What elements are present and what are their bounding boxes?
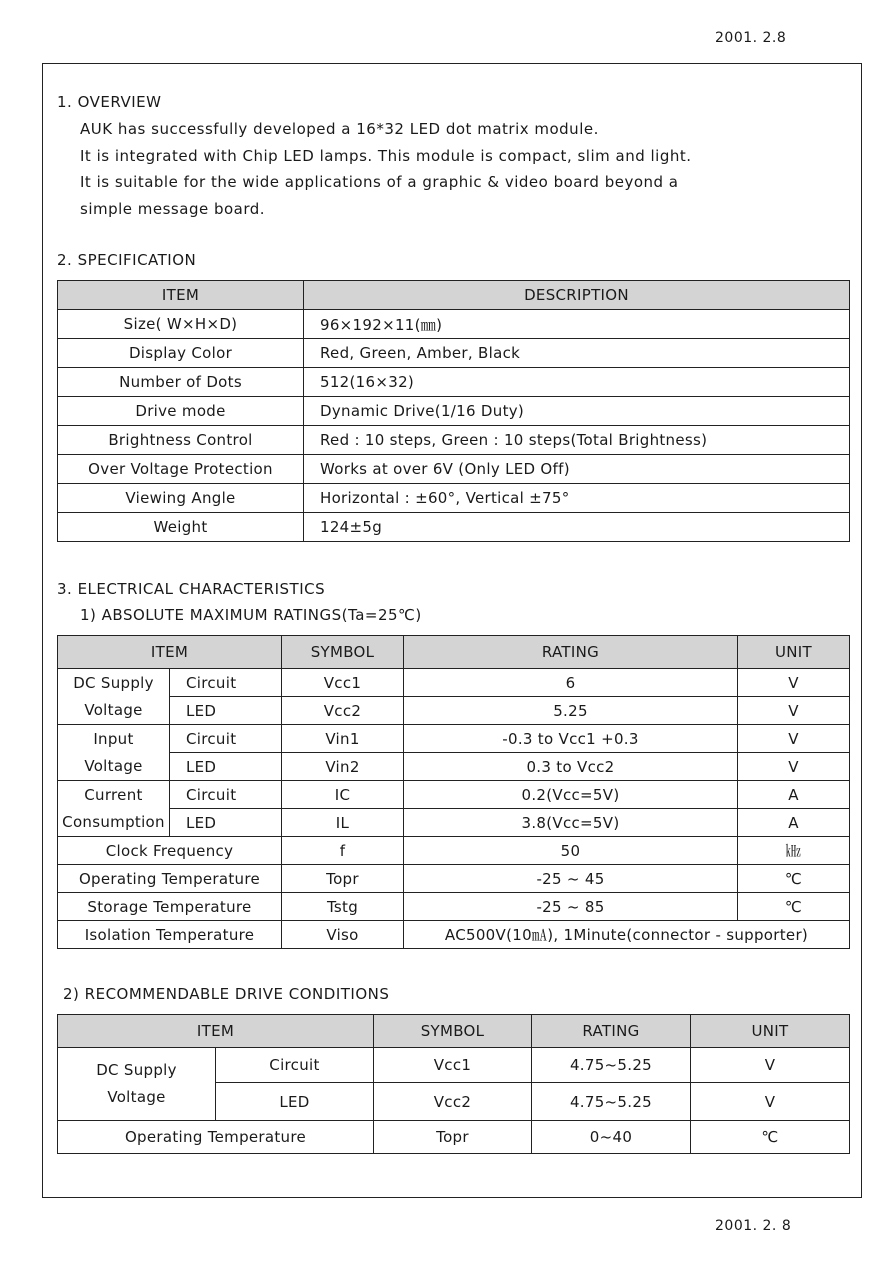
- sub-item: Circuit: [170, 669, 282, 697]
- rating-cell: -25 ~ 85: [404, 893, 738, 921]
- sub-item: Circuit: [170, 725, 282, 753]
- symbol-cell: Topr: [374, 1121, 532, 1154]
- group-label-line: Current: [84, 785, 143, 804]
- sub-item: Circuit: [216, 1048, 374, 1083]
- symbol-cell: IL: [282, 809, 404, 837]
- symbol-cell: Vcc2: [282, 697, 404, 725]
- unit-cell: V: [738, 669, 850, 697]
- group-label: [58, 1048, 216, 1121]
- rating-cell: 3.8(Vcc=5V): [404, 809, 738, 837]
- unit-cell: V: [738, 753, 850, 781]
- specification-heading: 2. SPECIFICATION: [57, 251, 197, 269]
- group-label-line: Voltage: [84, 700, 143, 719]
- column-header: SYMBOL: [282, 636, 404, 669]
- overview-line: simple message board.: [80, 200, 266, 218]
- rating-cell: 0~40: [532, 1121, 691, 1154]
- spec-description: 512(16×32): [304, 368, 850, 397]
- absolute-ratings-table: [57, 635, 850, 949]
- spec-description: 124±5g: [304, 513, 850, 542]
- symbol-cell: Vin1: [282, 725, 404, 753]
- group-label-line: Input: [93, 729, 134, 748]
- symbol-cell: Vcc1: [374, 1048, 532, 1083]
- unit-cell: ℃: [738, 865, 850, 893]
- unit-cell: V: [738, 725, 850, 753]
- column-header: RATING: [404, 636, 738, 669]
- rating-cell: 6: [404, 669, 738, 697]
- rating-cell: 50: [404, 837, 738, 865]
- spec-description: Horizontal : ±60°, Vertical ±75°: [304, 484, 850, 513]
- recommended-conditions-table: [57, 1014, 850, 1154]
- symbol-cell: Tstg: [282, 893, 404, 921]
- sub-item: LED: [170, 697, 282, 725]
- unit-cell: ℃: [691, 1121, 850, 1154]
- spec-item: Over Voltage Protection: [58, 455, 304, 484]
- group-label-line: Consumption: [62, 812, 165, 831]
- spec-item: Display Color: [58, 339, 304, 368]
- column-header: UNIT: [691, 1015, 850, 1048]
- symbol-cell: Vin2: [282, 753, 404, 781]
- group-label: [58, 781, 170, 837]
- symbol-cell: f: [282, 837, 404, 865]
- rating-cell: -0.3 to Vcc1 +0.3: [404, 725, 738, 753]
- spec-item: Size( W×H×D): [58, 310, 304, 339]
- overview-line: It is suitable for the wide applications of a graphic & video board beyond a: [80, 173, 679, 191]
- recommended-conditions-heading: 2) RECOMMENDABLE DRIVE CONDITIONS: [63, 985, 390, 1003]
- unit-cell: V: [691, 1083, 850, 1121]
- group-label: [58, 725, 170, 781]
- column-header: DESCRIPTION: [304, 281, 850, 310]
- column-header: RATING: [532, 1015, 691, 1048]
- sub-item: LED: [170, 753, 282, 781]
- item-cell: Clock Frequency: [58, 837, 282, 865]
- unit-cell: ㎑: [738, 837, 850, 865]
- overview-heading: 1. OVERVIEW: [57, 93, 162, 111]
- overview-line: AUK has successfully developed a 16*32 LED dot matrix module.: [80, 120, 599, 138]
- item-cell: Storage Temperature: [58, 893, 282, 921]
- spec-description: Red : 10 steps, Green : 10 steps(Total Brightness): [304, 426, 850, 455]
- rating-cell: -25 ~ 45: [404, 865, 738, 893]
- symbol-cell: Topr: [282, 865, 404, 893]
- sub-item: LED: [216, 1083, 374, 1121]
- group-label: [58, 669, 170, 725]
- header-date: 2001. 2.8: [715, 30, 787, 46]
- spec-item: Drive mode: [58, 397, 304, 426]
- sub-item: LED: [170, 809, 282, 837]
- column-header: SYMBOL: [374, 1015, 532, 1048]
- spec-item: Weight: [58, 513, 304, 542]
- spec-description: Dynamic Drive(1/16 Duty): [304, 397, 850, 426]
- group-label-line: DC Supply: [73, 673, 154, 692]
- group-label-line: Voltage: [84, 756, 143, 775]
- spec-description: Works at over 6V (Only LED Off): [304, 455, 850, 484]
- group-label-line: DC Supply: [96, 1061, 177, 1079]
- item-cell: Operating Temperature: [58, 1121, 374, 1154]
- column-header: ITEM: [58, 281, 304, 310]
- unit-cell: V: [691, 1048, 850, 1083]
- symbol-cell: Vcc2: [374, 1083, 532, 1121]
- column-header: UNIT: [738, 636, 850, 669]
- spec-item: Viewing Angle: [58, 484, 304, 513]
- column-header: ITEM: [58, 1015, 374, 1048]
- symbol-cell: Viso: [282, 921, 404, 949]
- absolute-ratings-heading: 1) ABSOLUTE MAXIMUM RATINGS(Ta=25℃): [80, 606, 422, 624]
- symbol-cell: IC: [282, 781, 404, 809]
- column-header: ITEM: [58, 636, 282, 669]
- spec-item: Number of Dots: [58, 368, 304, 397]
- unit-cell: ℃: [738, 893, 850, 921]
- footer-date: 2001. 2. 8: [715, 1218, 792, 1234]
- rating-cell: 4.75~5.25: [532, 1048, 691, 1083]
- symbol-cell: Vcc1: [282, 669, 404, 697]
- spec-description: Red, Green, Amber, Black: [304, 339, 850, 368]
- unit-cell: A: [738, 781, 850, 809]
- spec-description: 96×192×11(㎜): [304, 310, 850, 339]
- electrical-heading: 3. ELECTRICAL CHARACTERISTICS: [57, 580, 326, 598]
- group-label-line: Voltage: [107, 1088, 166, 1106]
- sub-item: Circuit: [170, 781, 282, 809]
- item-cell: Isolation Temperature: [58, 921, 282, 949]
- rating-cell: AC500V(10㎃), 1Minute(connector - supporter): [404, 921, 850, 949]
- rating-cell: 4.75~5.25: [532, 1083, 691, 1121]
- item-cell: Operating Temperature: [58, 865, 282, 893]
- unit-cell: V: [738, 697, 850, 725]
- specification-table: [57, 280, 850, 542]
- rating-cell: 0.3 to Vcc2: [404, 753, 738, 781]
- unit-cell: A: [738, 809, 850, 837]
- overview-line: It is integrated with Chip LED lamps. This module is compact, slim and light.: [80, 147, 692, 165]
- rating-cell: 0.2(Vcc=5V): [404, 781, 738, 809]
- spec-item: Brightness Control: [58, 426, 304, 455]
- rating-cell: 5.25: [404, 697, 738, 725]
